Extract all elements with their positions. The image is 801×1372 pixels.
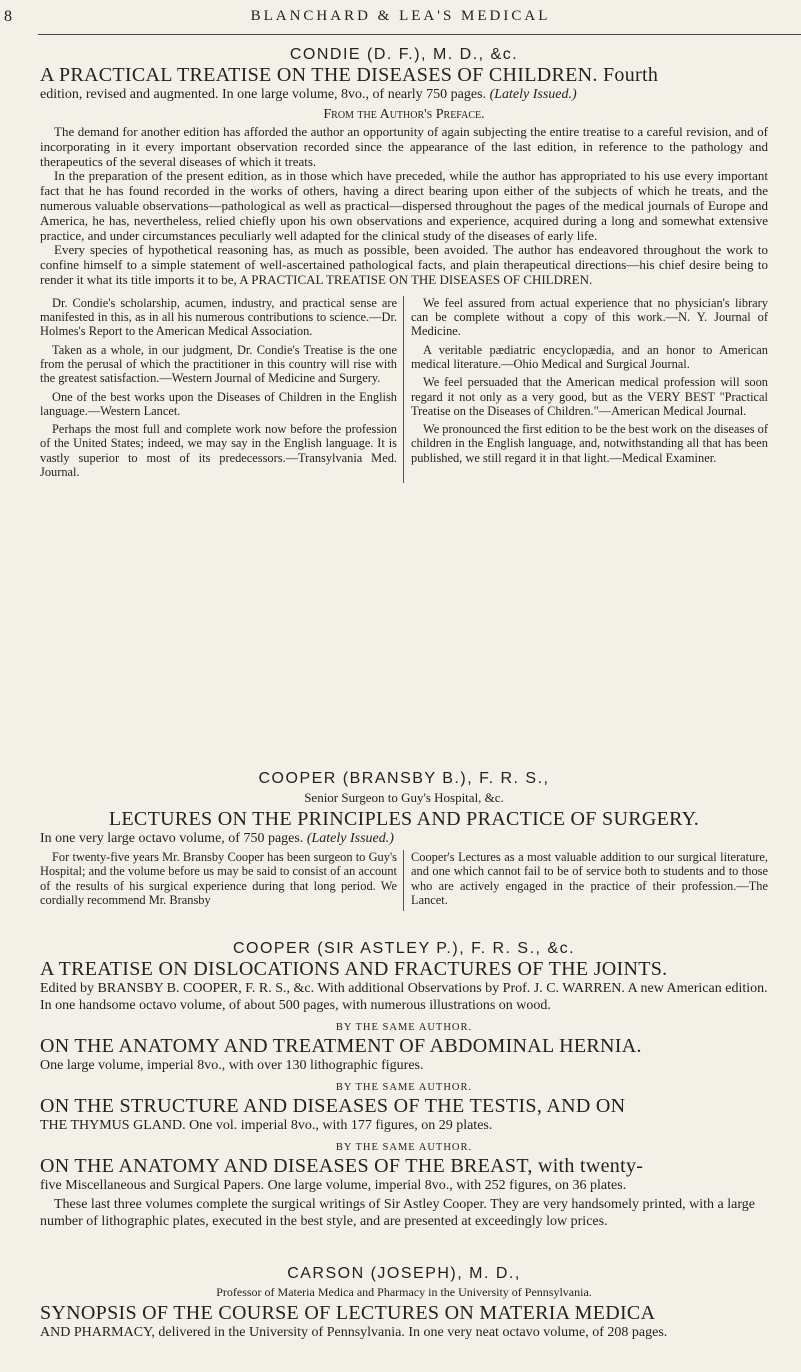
condie-preface-1: The demand for another edition has afforded the author an opportunity of again subjecting the entire treatise to a careful revision, and of incorporating in it every important observation recorded since the appearance of the last edition, in reference to the pathology and therapeutics of the several diseases of which it treats.	[40, 124, 768, 169]
cooper-astley-title: A TREATISE ON DISLOCATIONS AND FRACTURES OF THE JOINTS.	[40, 958, 668, 980]
condie-preface-3: Every species of hypothetical reasoning has, as much as possible, been avoided. The author has endeavored throughout the work to confine himself to a simple statement of well-ascertained pathological facts, and plain therapeutical directions—his chief desire being to render it what its title imports it to be, A PRACTICAL TREATISE ON THE DISEASES OF CHILDREN.	[40, 242, 768, 287]
header-rule	[38, 34, 801, 35]
cooper-bransby-review-right	[404, 850, 768, 911]
cooper-bransby-title: LECTURES ON THE PRINCIPLES AND PRACTICE OF SURGERY.	[108, 808, 700, 830]
review-quote: A veritable pædiatric encyclopædia, and an honor to American medical literature.—Ohio Medical and Surgical Journal.	[411, 342, 768, 371]
condie-meta-line: edition, revised and augmented. In one large volume, 8vo., of nearly 750 pages.	[40, 87, 487, 102]
review-quote: We feel persuaded that the American medical profession will soon regard it not only as a very good, but as the VERY BEST "Practical Treatise on the Diseases of Children."—American Medical Journal.	[411, 375, 768, 418]
review-quote: Taken as a whole, in our judgment, Dr. Condie's Treatise is the one from the perusal of which the practitioner in this country will rise with the greatest satisfaction.—Western Journal of Medicine and Surgery.	[40, 342, 397, 386]
cooper-bransby-position: Senior Surgeon to Guy's Hospital, &c.	[304, 790, 504, 805]
review-quote: Cooper's Lectures as a most valuable addition to our surgical literature, and one which cannot fail to be of service both to students and to those who are actively engaged in the practice of their profession.—The Lancet.	[411, 850, 768, 907]
page-header	[0, 6, 801, 34]
cooper-bransby-meta-line: In one very large octavo volume, of 750 pages.	[40, 831, 304, 846]
cooper-astley-note: These last three volumes complete the surgical writings of Sir Astley Cooper. They are very handsomely printed, with a large number of lithographic plates, executed in the best style, and are presented at exceedingly low prices.	[40, 1197, 755, 1229]
cooper-astley-meta: Edited by BRANSBY B. COOPER, F. R. S., &c. With additional Observations by Prof. J. C. WARREN. A new American edition. In one handsome octavo volume, of about 500 pages, with numerous illustrations on wood.	[40, 981, 768, 1013]
carson-entry	[40, 1265, 768, 1341]
hernia-title: ON THE ANATOMY AND TREATMENT OF ABDOMINAL HERNIA.	[40, 1035, 642, 1057]
condie-preface-2: In the preparation of the present edition, as in those which have preceded, while the author has appropriated to his use every important fact that he has found recorded in the works of others, having a direct bearing upon either of the subjects of which he treats, and the numerous valuable observations—pathological as well as practical—dispersed throughout the pages of the medical journals of Europe and America, he has, nevertheless, relied chiefly upon his own observations and experience, acquired during a long and somewhat extensive practice, and under circumstances peculiarly well adapted for the clinical study of the diseases of early life.	[40, 168, 768, 243]
condie-reviews-right	[404, 296, 768, 484]
testis-meta: THE THYMUS GLAND. One vol. imperial 8vo., with 177 figures, on 29 plates.	[40, 1118, 493, 1133]
cooper-bransby-reviews	[40, 850, 768, 911]
breast-meta: five Miscellaneous and Surgical Papers. One large volume, imperial 8vo., with 252 figures, on 36 plates.	[40, 1178, 627, 1193]
hernia-meta: One large volume, imperial 8vo., with over 130 lithographic figures.	[40, 1058, 424, 1073]
condie-entry	[40, 46, 768, 483]
cooper-bransby-entry	[40, 770, 768, 911]
page-number: 8	[4, 8, 12, 25]
by-same-author: BY THE SAME AUTHOR.	[335, 1082, 473, 1093]
condie-preface-heading: From the Author's Preface.	[323, 107, 485, 122]
condie-meta	[40, 86, 768, 103]
carson-author: CARSON (JOSEPH), M. D.,	[287, 1265, 521, 1282]
cooper-bransby-review-left	[40, 850, 404, 911]
condie-issued: (Lately Issued.)	[489, 87, 577, 102]
review-quote: Dr. Condie's scholarship, acumen, industry, and practical sense are manifested in this, as in all his numerous contributions to science.—Dr. Holmes's Report to the American Medical Association.	[40, 295, 397, 339]
review-quote: We pronounced the first edition to be the best work on the diseases of children in the English language, and, notwithstanding all that has been published, we still regard it in that light.—Medical Examiner.	[411, 422, 768, 465]
cooper-bransby-issued: (Lately Issued.)	[306, 831, 394, 846]
cooper-astley-entry	[40, 940, 768, 1230]
condie-reviews	[40, 296, 768, 484]
condie-title: A PRACTICAL TREATISE ON THE DISEASES OF CHILDREN. Fourth	[40, 64, 659, 86]
carson-meta: AND PHARMACY, delivered in the University of Pennsylvania. In one very neat octavo volume, of 208 pages.	[40, 1325, 668, 1340]
review-quote: Perhaps the most full and complete work now before the profession of the United States; indeed, we may say in the English language. It is vastly superior to most of its predecessors.—Transylvania Med. Journal.	[40, 422, 397, 480]
review-quote: For twenty-five years Mr. Bransby Cooper has been surgeon to Guy's Hospital; and the volume before us may be said to consist of an account of the results of his surgical experience during that long period. We cordially recommend Mr. Bransby	[40, 850, 397, 907]
condie-reviews-left	[40, 296, 404, 484]
cooper-astley-author: COOPER (SIR ASTLEY P.), F. R. S., &c.	[232, 940, 576, 957]
carson-title: SYNOPSIS OF THE COURSE OF LECTURES ON MATERIA MEDICA	[40, 1302, 656, 1324]
testis-title: ON THE STRUCTURE AND DISEASES OF THE TESTIS, AND ON	[40, 1095, 626, 1117]
breast-title: ON THE ANATOMY AND DISEASES OF THE BREAST, with twenty-	[40, 1155, 644, 1177]
cooper-bransby-author: COOPER (BRANSBY B.), F. R. S.,	[258, 770, 550, 787]
cooper-bransby-meta	[40, 830, 768, 847]
review-quote: One of the best works upon the Diseases of Children in the English language.—Western Lancet.	[40, 389, 397, 418]
by-same-author: BY THE SAME AUTHOR.	[335, 1142, 473, 1153]
by-same-author: BY THE SAME AUTHOR.	[335, 1022, 473, 1033]
condie-author: CONDIE (D. F.), M. D., &c.	[289, 46, 519, 63]
review-quote: We feel assured from actual experience that no physician's library can be complete without a copy of this work.—N. Y. Journal of Medicine.	[411, 295, 768, 339]
running-head: BLANCHARD & LEA'S MEDICAL	[250, 8, 551, 24]
carson-position: Professor of Materia Medica and Pharmacy in the University of Pennsylvania.	[216, 1285, 592, 1299]
